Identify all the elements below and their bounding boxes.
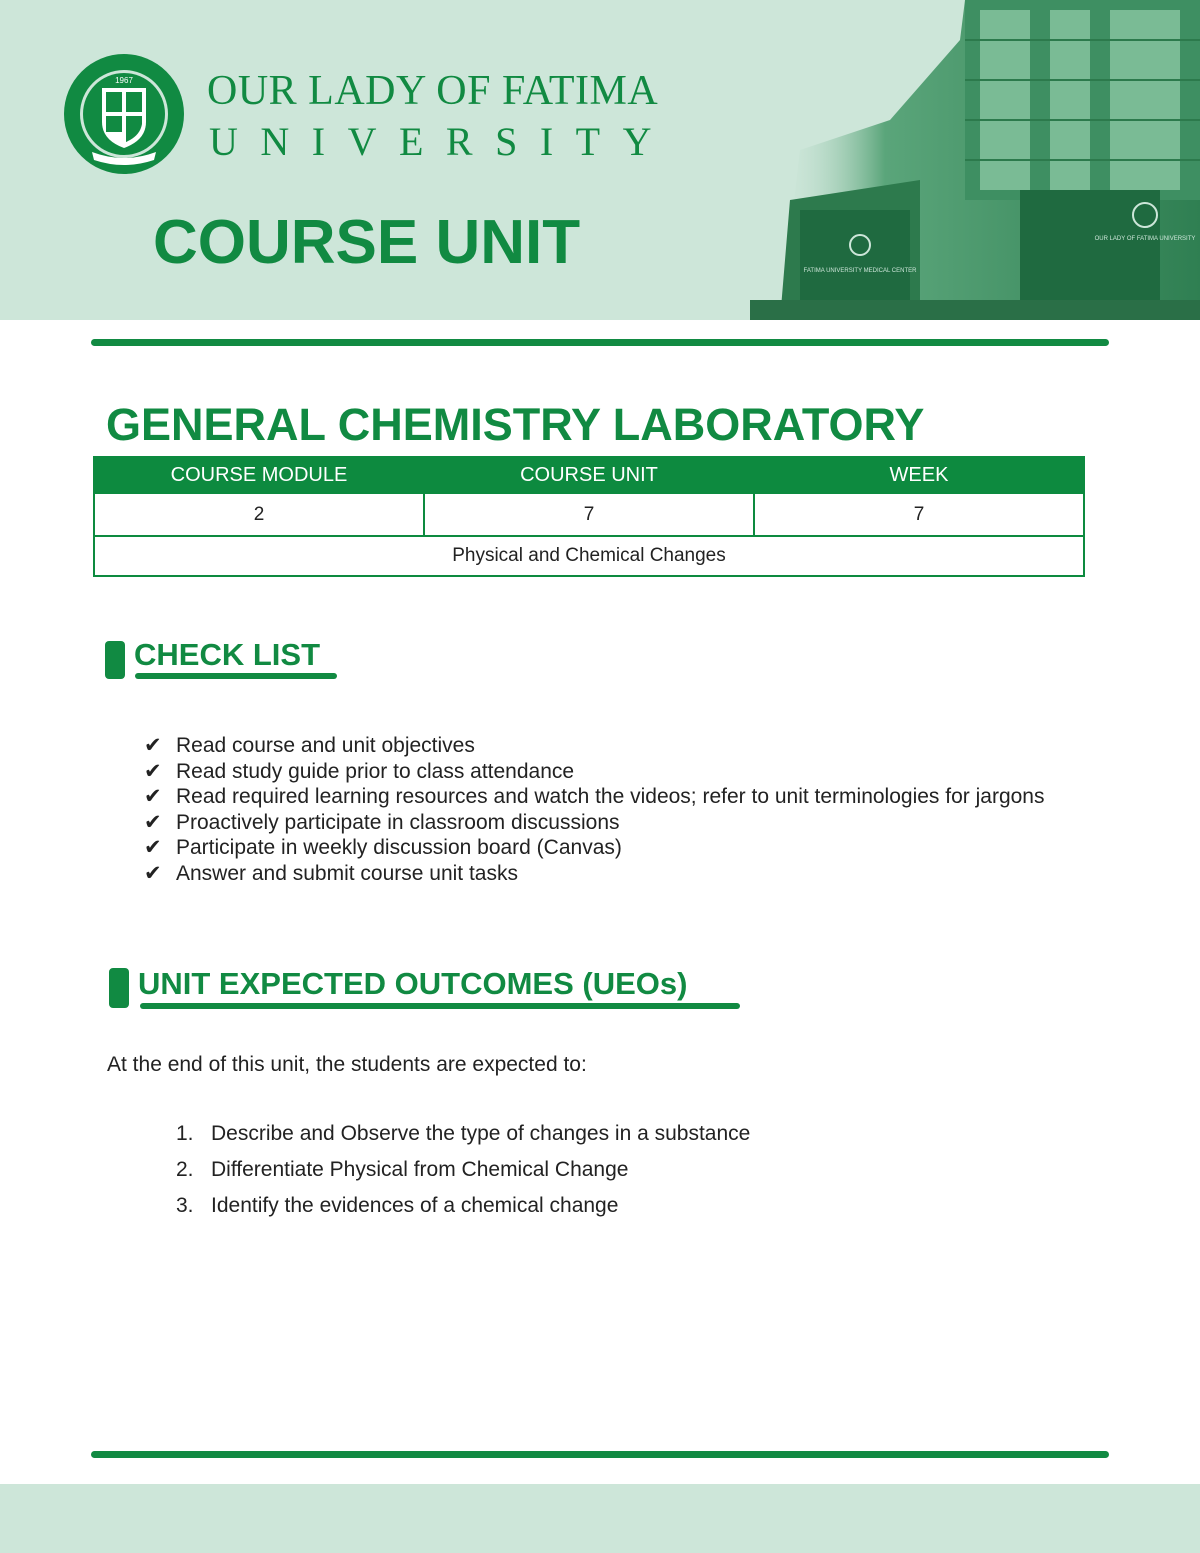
ueo-heading: UNIT EXPECTED OUTCOMES (UEOs) [138, 966, 688, 1001]
list-item: ✔ Answer and submit course unit tasks [144, 861, 518, 885]
svg-text:1967: 1967 [115, 76, 133, 85]
table-topic-row [94, 536, 1084, 576]
bottom-divider [91, 1451, 1109, 1458]
value-topic: Physical and Chemical Changes [94, 536, 1084, 576]
list-item: 3. Identify the evidences of a chemical change [176, 1194, 619, 1217]
header-course-module: COURSE MODULE [94, 457, 424, 493]
value-course-unit: 7 [424, 493, 754, 536]
list-item: ✔ Participate in weekly discussion board (Canvas) [144, 836, 622, 859]
subject-title: GENERAL CHEMISTRY LABORATORY [106, 399, 925, 450]
check-icon: ✔ [144, 836, 162, 859]
top-divider [91, 339, 1109, 346]
university-subtitle: UNIVERSITY [209, 119, 674, 164]
checklist [144, 733, 1064, 886]
heading-underline [140, 1003, 740, 1009]
ueo-list [176, 1122, 750, 1230]
header-week: WEEK [754, 457, 1084, 493]
table-header-row [94, 457, 1084, 493]
list-item: 2. Differentiate Physical from Chemical Change [176, 1158, 629, 1181]
footer-band [0, 1484, 1200, 1553]
svg-text:OUR LADY OF FATIMA UNIVERSITY: OUR LADY OF FATIMA UNIVERSITY [1094, 236, 1196, 242]
heading-underline [135, 673, 337, 679]
checklist-section-heading [105, 637, 345, 691]
banner-title: COURSE UNIT [153, 208, 581, 277]
check-icon: ✔ [144, 785, 162, 808]
course-info-table [93, 456, 1085, 577]
list-item: ✔ Read study guide prior to class attendance [144, 759, 575, 783]
university-seal-logo [62, 52, 186, 176]
value-course-module: 2 [94, 493, 424, 536]
list-item: ✔ Proactively participate in classroom discussions [144, 810, 620, 834]
check-icon: ✔ [144, 861, 162, 885]
ueo-section-heading [109, 968, 759, 1018]
header-course-unit: COURSE UNIT [424, 457, 754, 493]
list-item: ✔ Read required learning resources and watch the videos; refer to unit terminologies for jargons [144, 785, 1045, 808]
heading-accent-bar [109, 968, 129, 1008]
university-name: OUR LADY OF FATIMA [207, 68, 659, 114]
heading-accent-bar [105, 641, 125, 679]
table-values-row [94, 493, 1084, 536]
ueo-intro-text: At the end of this unit, the students are expected to: [107, 1053, 587, 1076]
checklist-heading: CHECK LIST [134, 637, 320, 672]
value-week: 7 [754, 493, 1084, 536]
check-icon: ✔ [144, 810, 162, 834]
list-item: 1. Describe and Observe the type of changes in a substance [176, 1122, 751, 1145]
university-building-image [720, 0, 1200, 320]
header-banner [0, 0, 1200, 320]
list-item: ✔ Read course and unit objectives [144, 734, 475, 757]
check-icon: ✔ [144, 759, 162, 783]
svg-text:FATIMA UNIVERSITY MEDICAL CENT: FATIMA UNIVERSITY MEDICAL CENTER [803, 268, 917, 274]
check-icon: ✔ [144, 734, 162, 757]
